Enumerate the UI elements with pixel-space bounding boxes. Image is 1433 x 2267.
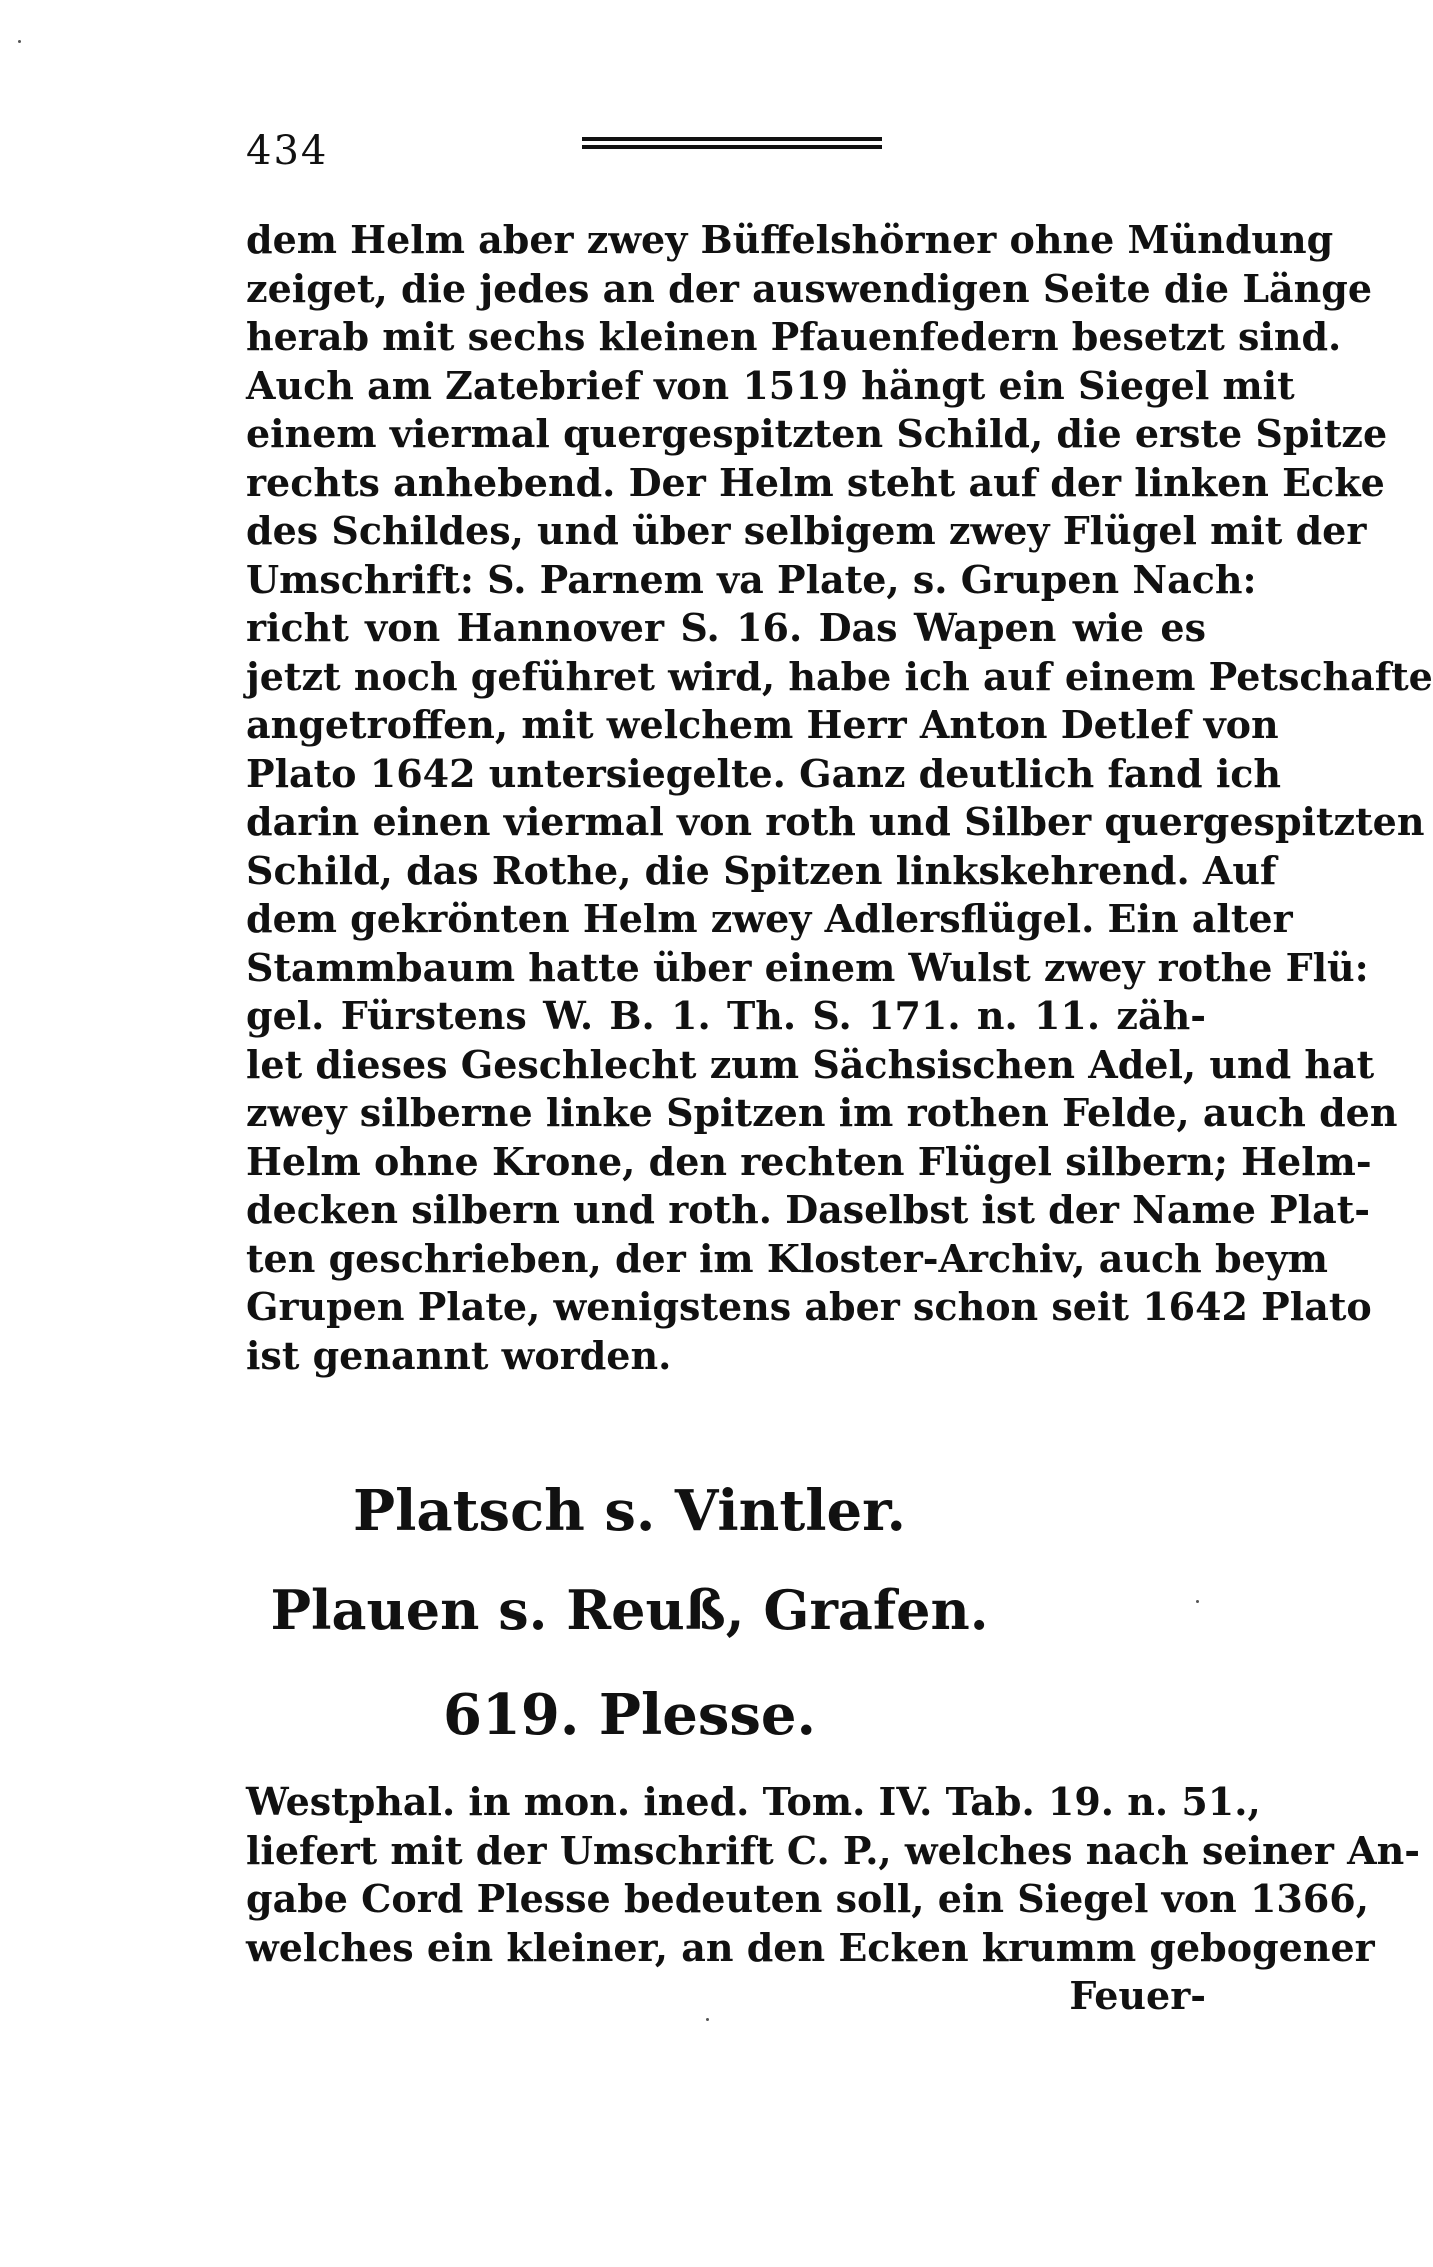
plesse-paragraph	[246, 1778, 1420, 2021]
text-line: gel. Fürstens W. B. 1. Th. S. 171. n. 11. zäh-	[246, 993, 1206, 1038]
text-line: ten geschrieben, der im Kloster-Archiv, auch beym	[246, 1235, 1328, 1281]
header-rule	[582, 137, 882, 153]
entry-heading-plesse: 619. Plesse.	[442, 1682, 817, 1748]
text-line: dem gekrönten Helm zwey Adlersflügel. Ein alter	[246, 896, 1293, 941]
text-line: Westphal. in mon. ined. Tom. IV. Tab. 19. n. 51.,	[246, 1779, 1261, 1824]
catchword: Feuer-	[1069, 1973, 1206, 2018]
page-number: 434	[246, 128, 329, 174]
text-line: jetzt noch geführet wird, habe ich auf einem Petschafte	[246, 653, 1433, 699]
text-line: Auch am Zatebrief von 1519 hängt ein Siegel mit	[246, 362, 1295, 408]
text-line: zeiget, die jedes an der auswendigen Seite die Länge	[246, 265, 1373, 311]
scan-speck	[1196, 1600, 1199, 1603]
text-line: herab mit sechs kleinen Pfauenfedern besetzt sind.	[246, 314, 1342, 359]
text-line: gabe Cord Plesse bedeuten soll, ein Siegel von 1366,	[246, 1876, 1369, 1921]
scan-speck	[706, 2018, 709, 2021]
text-line: Plato 1642 untersiegelte. Ganz deutlich fand ich	[246, 750, 1282, 796]
text-line: Schild, das Rothe, die Spitzen linkskehrend. Auf	[246, 847, 1277, 893]
text-line: Grupen Plate, wenigstens aber schon seit 1642 Plato	[246, 1284, 1372, 1329]
text-line: dem Helm aber zwey Büffelshörner ohne Mündung	[246, 217, 1334, 262]
entry-heading-platsch: Platsch s. Vintler.	[353, 1478, 906, 1544]
text-line: richt von Hannover S. 16. Das Wapen wie es	[246, 605, 1206, 650]
text-line: rechts anhebend. Der Helm steht auf der linken Ecke	[246, 459, 1385, 505]
text-line: darin einen viermal von roth und Silber quergespitzten	[246, 799, 1425, 844]
body-paragraph	[246, 216, 1433, 1380]
text-line: Stammbaum hatte über einem Wulst zwey rothe Flü:	[246, 944, 1369, 990]
text-line: welches ein kleiner, an den Ecken krumm gebogener	[246, 1924, 1375, 1970]
scan-speck	[18, 40, 21, 43]
text-line: zwey silberne linke Spitzen im rothen Felde, auch den	[246, 1090, 1398, 1135]
text-line: let dieses Geschlecht zum Sächsischen Adel, und hat	[246, 1041, 1375, 1087]
text-line: Umschrift: S. Parnem va Plate, s. Grupen Nach:	[246, 556, 1257, 602]
text-line: decken silbern und roth. Daselbst ist der Name Plat-	[246, 1187, 1371, 1232]
text-line: Helm ohne Krone, den rechten Flügel silbern; Helm-	[246, 1138, 1372, 1184]
text-line: ist genannt worden.	[246, 1332, 672, 1378]
text-line: liefert mit der Umschrift C. P., welches nach seiner An-	[246, 1827, 1420, 1873]
entry-heading-plauen: Plauen s. Reuß, Grafen.	[270, 1578, 989, 1642]
text-line: einem viermal quergespitzten Schild, die erste Spitze	[246, 411, 1388, 456]
text-line: angetroffen, mit welchem Herr Anton Detlef von	[246, 702, 1279, 747]
text-line: des Schildes, und über selbigem zwey Flügel mit der	[246, 508, 1367, 553]
